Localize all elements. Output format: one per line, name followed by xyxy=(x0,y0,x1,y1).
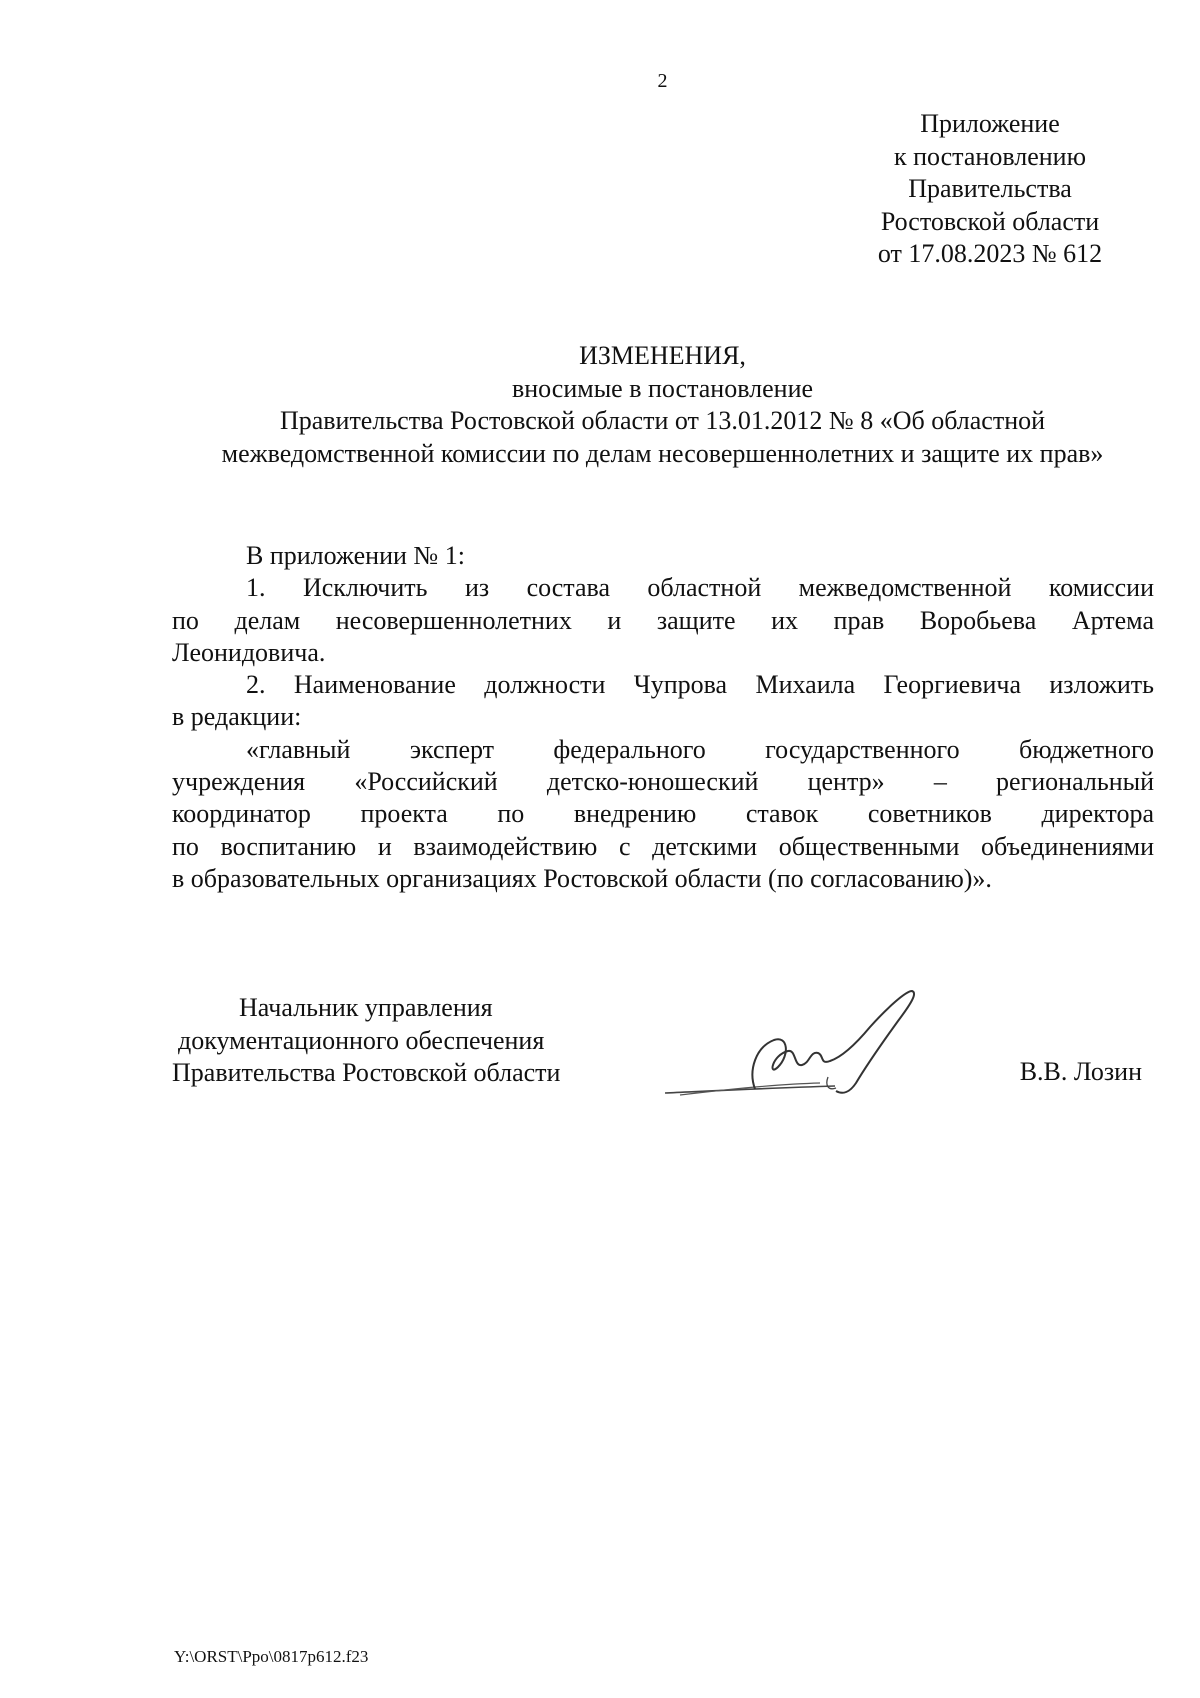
document-title xyxy=(170,340,1155,470)
appendix-line: к постановлению xyxy=(893,141,1087,171)
item-1-line: Леонидовича. xyxy=(172,637,326,667)
quote-line: в образовательных организациях Ростовской области (по согласованию)». xyxy=(172,863,992,893)
handwritten-signature xyxy=(660,985,960,1100)
position-line: Начальник управления xyxy=(239,993,493,1022)
body-intro: В приложении № 1: xyxy=(246,541,465,570)
position-line: Правительства Ростовской области xyxy=(172,1058,561,1087)
file-path-footer: Y:\ORST\Ppo\0817p612.f23 xyxy=(174,1647,369,1666)
title-line: Правительства Ростовской области от 13.01.2012 № 8 «Об областной xyxy=(279,406,1046,435)
title-heading: ИЗМЕНЕНИЯ, xyxy=(579,341,746,370)
appendix-header xyxy=(840,108,1140,271)
item-1-line: 1. Исключить из состава областной межведомственной комиссии xyxy=(246,573,1154,603)
signatory-position xyxy=(172,992,612,1090)
item-2-line: 2. Наименование должности Чупрова Михаила Георгиевича изложить xyxy=(246,670,1154,700)
quote-line: по воспитанию и взаимодействию с детскими общественными объединениями xyxy=(172,831,1154,861)
position-line: документационного обеспечения xyxy=(178,1025,545,1055)
title-line: вносимые в постановление xyxy=(511,373,814,403)
quote-line: координатор проекта по внедрению ставок советников директора xyxy=(172,799,1154,829)
document-body xyxy=(172,540,1154,895)
appendix-line: от 17.08.2023 № 612 xyxy=(877,239,1103,268)
appendix-line: Ростовской области xyxy=(880,206,1100,236)
page-number: 2 xyxy=(657,70,668,92)
signer-name: В.В. Лозин xyxy=(1019,1057,1142,1086)
item-2-line: в редакции: xyxy=(172,702,302,732)
title-line: межведомственной комиссии по делам несовершеннолетних и защите их прав» xyxy=(221,438,1104,468)
item-1-line: по делам несовершеннолетних и защите их прав Воробьева Артема xyxy=(172,605,1154,635)
quote-line: «главный эксперт федерального государственного бюджетного xyxy=(246,734,1154,764)
appendix-line: Приложение xyxy=(920,109,1060,138)
appendix-line: Правительства xyxy=(908,174,1072,203)
quote-line: учреждения «Российский детско-юношеский центр» – региональный xyxy=(172,767,1154,797)
